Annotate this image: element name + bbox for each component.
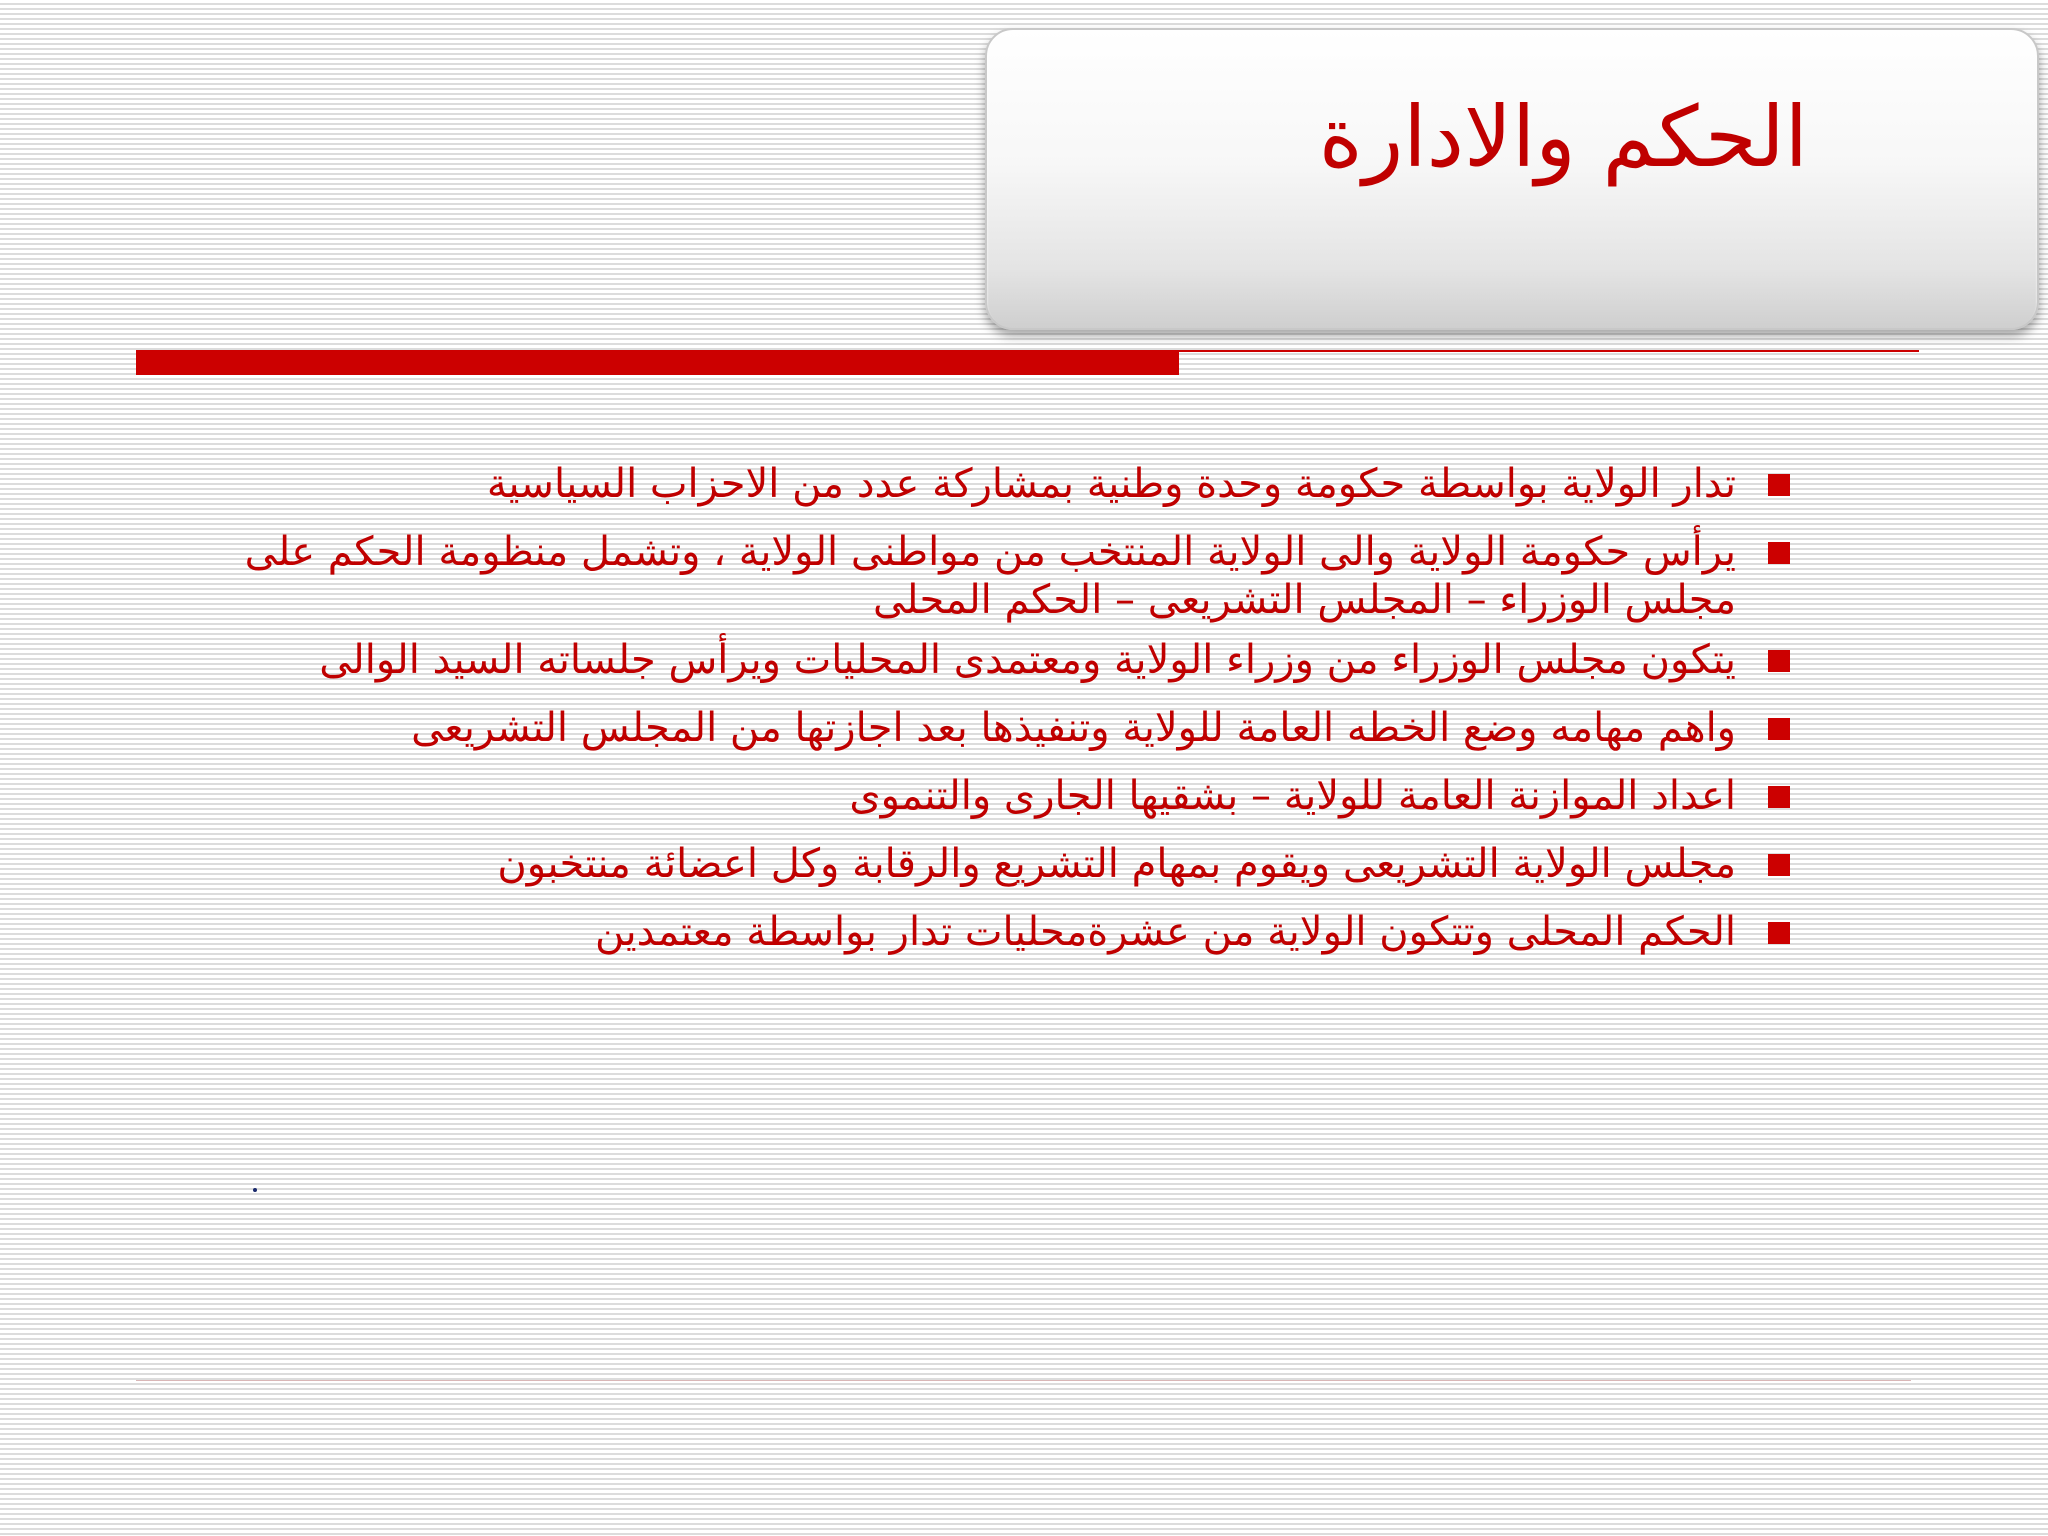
title-underline-thin xyxy=(1179,350,1919,352)
bullet-item xyxy=(130,772,1790,820)
square-bullet-icon xyxy=(1768,854,1790,876)
square-bullet-icon xyxy=(1768,650,1790,672)
title-underline-thick xyxy=(136,350,1179,375)
bullet-text: تدار الولاية بواسطة حكومة وحدة وطنية بمشاركة عدد من الاحزاب السياسية xyxy=(486,461,1736,507)
bullet-text: الحكم المحلى وتتكون الولاية من عشرةمحليات تدار بواسطة معتمدين xyxy=(595,909,1736,955)
bullet-item xyxy=(130,460,1790,508)
bullet-text: واهم مهامه وضع الخطه العامة للولاية وتنفيذها بعد اجازتها من المجلس التشريعى xyxy=(411,705,1736,751)
bullet-text: مجلس الولاية التشريعى ويقوم بمهام التشريع والرقابة وكل اعضائة منتخبون xyxy=(497,841,1736,887)
slide-title: الحكم والادارة xyxy=(1318,88,1808,186)
bullet-text: يرأس حكومة الولاية والى الولاية المنتخب من مواطنى الولاية ، وتشمل منظومة الحكم على مجلس الوزراء – المجلس التشريعى – الحكم المحلى xyxy=(244,529,1736,623)
square-bullet-icon xyxy=(1768,718,1790,740)
bullet-list xyxy=(130,460,1790,976)
square-bullet-icon xyxy=(1768,542,1790,564)
bullet-item xyxy=(130,636,1790,684)
footnote-dot xyxy=(253,1188,257,1192)
square-bullet-icon xyxy=(1768,786,1790,808)
bullet-item xyxy=(130,908,1790,956)
bullet-text: يتكون مجلس الوزراء من وزراء الولاية ومعتمدى المحليات ويرأس جلساته السيد الوالى xyxy=(319,637,1736,683)
square-bullet-icon xyxy=(1768,474,1790,496)
bullet-text: اعداد الموازنة العامة للولاية – بشقيها الجارى والتنموى xyxy=(849,773,1736,819)
bullet-item xyxy=(130,528,1790,624)
bullet-item xyxy=(130,704,1790,752)
footer-divider xyxy=(136,1380,1911,1381)
square-bullet-icon xyxy=(1768,922,1790,944)
bullet-item xyxy=(130,840,1790,888)
